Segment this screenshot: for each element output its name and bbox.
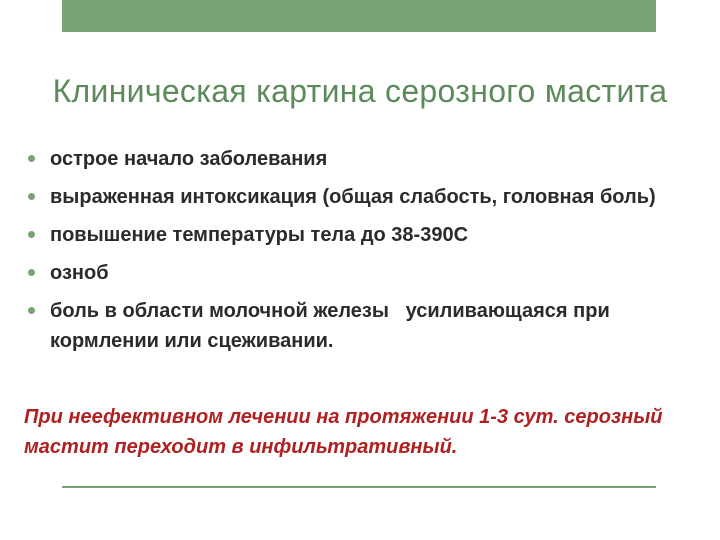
bullet-item [26,144,686,174]
bullet-text: выраженная интоксикация (общая слабость, головная боль) [50,186,656,208]
bullet-text: повышение температуры тела до 38-390С [50,224,469,246]
slide-title: Клиническая картина серозного мастита [52,73,668,109]
conclusion-note: При неефективном лечении на протяжении 1-3 сут. серозный мастит переходит в инфильтративный. [24,406,663,458]
bullet-text: боль в области молочной железы усиливающаяся при кормлении или сцеживании. [50,300,616,352]
bullet-dot-icon [28,193,35,200]
bullet-item [26,296,686,356]
bullet-text: острое начало заболевания [50,148,328,170]
top-decorative-bar [62,0,656,32]
bullet-dot-icon [28,231,35,238]
bullet-list [26,144,686,364]
bullet-item [26,220,686,250]
bullet-dot-icon [28,155,35,162]
bullet-dot-icon [28,307,35,314]
bullet-text: озноб [50,262,109,284]
bullet-dot-icon [28,269,35,276]
bullet-item [26,258,686,288]
bullet-item [26,182,686,212]
bottom-divider [62,486,656,488]
